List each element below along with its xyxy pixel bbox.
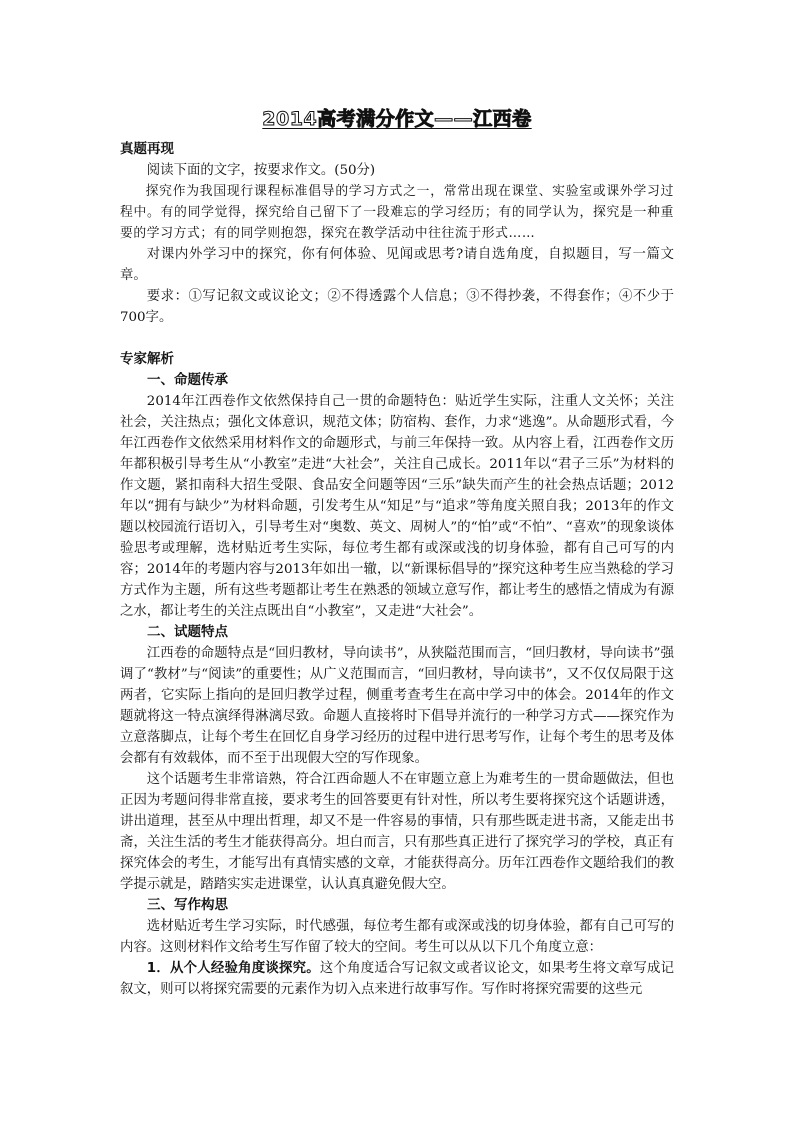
- paragraph-writing-point1: [120, 958, 674, 1000]
- subheading-tradition: 一、命题传承: [147, 372, 228, 388]
- spacer: [120, 328, 674, 349]
- subheading-features: 二、试题特点: [147, 624, 228, 640]
- exam-requirements: 要求：①写记叙文或议论文；②不得透露个人信息；③不得抄袭，不得套作；④不少于700字。: [120, 289, 674, 325]
- paragraph-tradition: 2014年江西卷作文依然保持自己一贯的命题特色：贴近学生实际，注重人文关怀；关注社会，关注热点；强化文体意识，规范文体；防宿构、套作，力求“逃逸”。从命题形式看，今年江西卷作文依然采用材料作文的命题形式，与前三年保持一致。从内容上看，江西卷作文历年都积极引导考生从“小教室”走进“大社会”，关注自己成长。2011年以“君子三乐”为材料的作文题，紧扣南科大招生受限、食品安全问题等因“三乐”缺失而产生的社会热点话题；2012年以“拥有与缺少”为材料命题，引发考生从“知足”与“追求”等角度关照自我；2013年的作文题以校园流行语切入，引导考生对“奥数、英文、周树人”的“怕”或“不怕”、“喜欢”的现象谈体验思考或理解，选材贴近考生实际，每位考生都有或深或浅的切身体验，都有自己可写的内容；2014年的考题内容与2013年如出一辙，以“新课标倡导的”探究这种考生应当熟稔的学习方式作为主题，所有这些考题都让考生在熟悉的领域立意写作，都让考生的感悟之情成为有源之水，都让考生的关注点既出自“小教室”，又走进“大社会”。: [120, 394, 674, 619]
- section-heading-exam: 真题再现: [120, 141, 174, 157]
- exam-question: 对课内外学习中的探究，你有何体验、见闻或思考?请自选角度，自拟题目，写一篇文章。: [120, 247, 674, 283]
- subheading-writing: 三、写作构思: [147, 897, 228, 913]
- document-body: [120, 139, 674, 1000]
- paragraph-features-2: 这个话题考生非常谙熟，符合江西命题人不在审题立意上为难考生的一贯命题做法，但也正因为考题问得非常直接，要求考生的回答要更有针对性，所以考生要将探究这个话题讲透，讲出道理，甚至从中理出哲理，却又不是一件容易的事情，只有那些既走进书斋，又能走出书斋，关注生活的考生才能获得高分。坦白而言，只有那些真正进行了探究学习的学校，真正有探究体会的考生，才能写出有真情实感的文章，才能获得高分。历年江西卷作文题给我们的教学提示就是，踏踏实实走进课堂，认认真真避免假大空。: [120, 772, 674, 892]
- document-title: 2014高考满分作文——江西卷: [262, 108, 532, 130]
- exam-instruction: 阅读下面的文字，按要求作文。(50分): [146, 163, 376, 178]
- section-heading-analysis: 专家解析: [120, 351, 174, 367]
- point1-text: 这个角度适合写记叙文或者议论文，如果考生将文章写成记叙文，则可以将探究需要的元素作为切入点来进行故事写作。写作时将探究需要的这些元: [120, 961, 674, 997]
- point1-label: 1．从个人经验角度谈探究。: [146, 961, 320, 976]
- paragraph-features-1: 江西卷的命题特点是“回归教材，导向读书”，从狭隘范围而言，“回归教材，导向读书”强调了“教材”与“阅读”的重要性；从广义范围而言，“回归教材，导向读书”，又不仅仅局限于这两者，它实际上指向的是回归教学过程，侧重考查考生在高中学习中的体会。2014年的作文题就将这一特点演绎得淋漓尽致。命题人直接将时下倡导并流行的一种学习方式——探究作为立意落脚点，让每个考生在回忆自身学习经历的过程中进行思考写作，让每个考生的思考及体会都有有效载体，而不至于出现假大空的写作现象。: [120, 646, 674, 766]
- exam-material: 探究作为我国现行课程标准倡导的学习方式之一，常常出现在课堂、实验室或课外学习过程中。有的同学觉得，探究给自己留下了一段难忘的学习经历；有的同学认为，探究是一种重要的学习方式；有的同学则抱怨，探究在教学活动中往往流于形式……: [120, 184, 674, 241]
- paragraph-writing-intro: 选材贴近考生学习实际，时代感强，每位考生都有或深或浅的切身体验，都有自己可写的内容。这则材料作文给考生写作留了较大的空间。考生可以从以下几个角度立意：: [120, 919, 674, 955]
